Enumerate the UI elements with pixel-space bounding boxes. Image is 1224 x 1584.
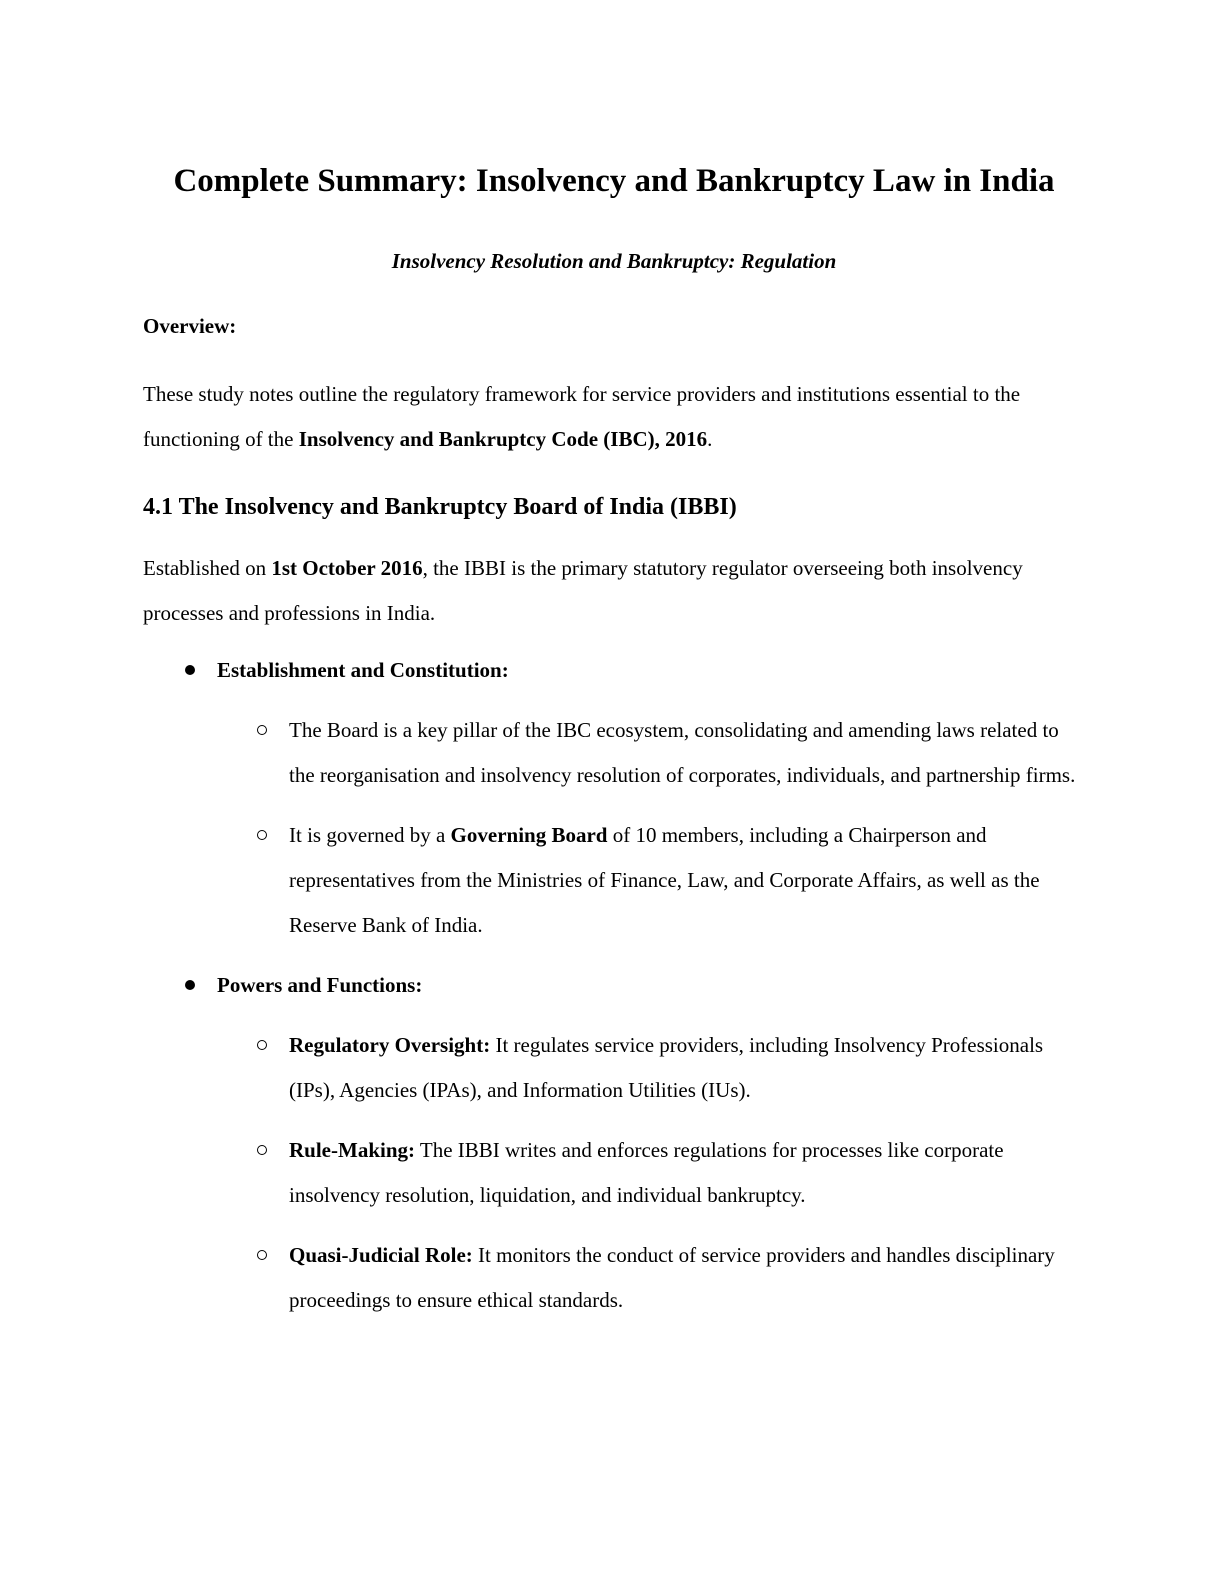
overview-heading: Overview: [143, 314, 237, 338]
sub-bullet-item [289, 1233, 1085, 1323]
sub-bullet-text: Quasi-Judicial Role: It monitors the conduct of service providers and handles disciplinary proceedings to ensure ethical standards. [289, 1243, 1055, 1312]
filled-bullet-icon [185, 665, 195, 675]
hollow-bullet-icon [257, 725, 267, 735]
sub-bullet-text: Regulatory Oversight: It regulates service providers, including Insolvency Professionals (IPs), Agencies (IPAs), and Information Utilities (IUs). [289, 1033, 1044, 1102]
hollow-bullet-icon [257, 1250, 267, 1260]
hollow-bullet-icon [257, 830, 267, 840]
sub-bullet-text: It is governed by a Governing Board of 10 members, including a Chairperson and representatives from the Ministries of Finance, Law, and Corporate Affairs, as well as the Reserve Bank of India. [289, 823, 1040, 937]
section-intro-paragraph: Established on 1st October 2016, the IBBI is the primary statutory regulator overseeing both insolvency processes and professions in India. [143, 556, 1023, 625]
sub-bullet-item [289, 1128, 1085, 1218]
hollow-bullet-icon [257, 1040, 267, 1050]
filled-bullet-icon [185, 980, 195, 990]
sub-bullet-item [289, 813, 1085, 948]
sub-bullet-text: The Board is a key pillar of the IBC ecosystem, consolidating and amending laws related to the reorganisation and insolvency resolution of corporates, individuals, and partnership firms. [289, 718, 1076, 787]
document-subtitle: Insolvency Resolution and Bankruptcy: Regulation [391, 249, 837, 273]
sub-bullet-item [289, 708, 1085, 798]
bullet-item-establishment [217, 648, 1085, 693]
document-title: Complete Summary: Insolvency and Bankruptcy Law in India [173, 163, 1055, 199]
hollow-bullet-icon [257, 1145, 267, 1155]
bullet-label: Establishment and Constitution: [217, 658, 509, 682]
bullet-item-powers [217, 963, 1085, 1008]
overview-paragraph: These study notes outline the regulatory framework for service providers and institutions essential to the functioning of the Insolvency and Bankruptcy Code (IBC), 2016. [143, 382, 1021, 451]
sub-bullet-text: Rule-Making: The IBBI writes and enforces regulations for processes like corporate insolvency resolution, liquidation, and individual bankruptcy. [289, 1138, 1004, 1207]
bullet-label: Powers and Functions: [217, 973, 423, 997]
sub-bullet-item [289, 1023, 1085, 1113]
section-heading: 4.1 The Insolvency and Bankruptcy Board of India (IBBI) [143, 494, 737, 520]
